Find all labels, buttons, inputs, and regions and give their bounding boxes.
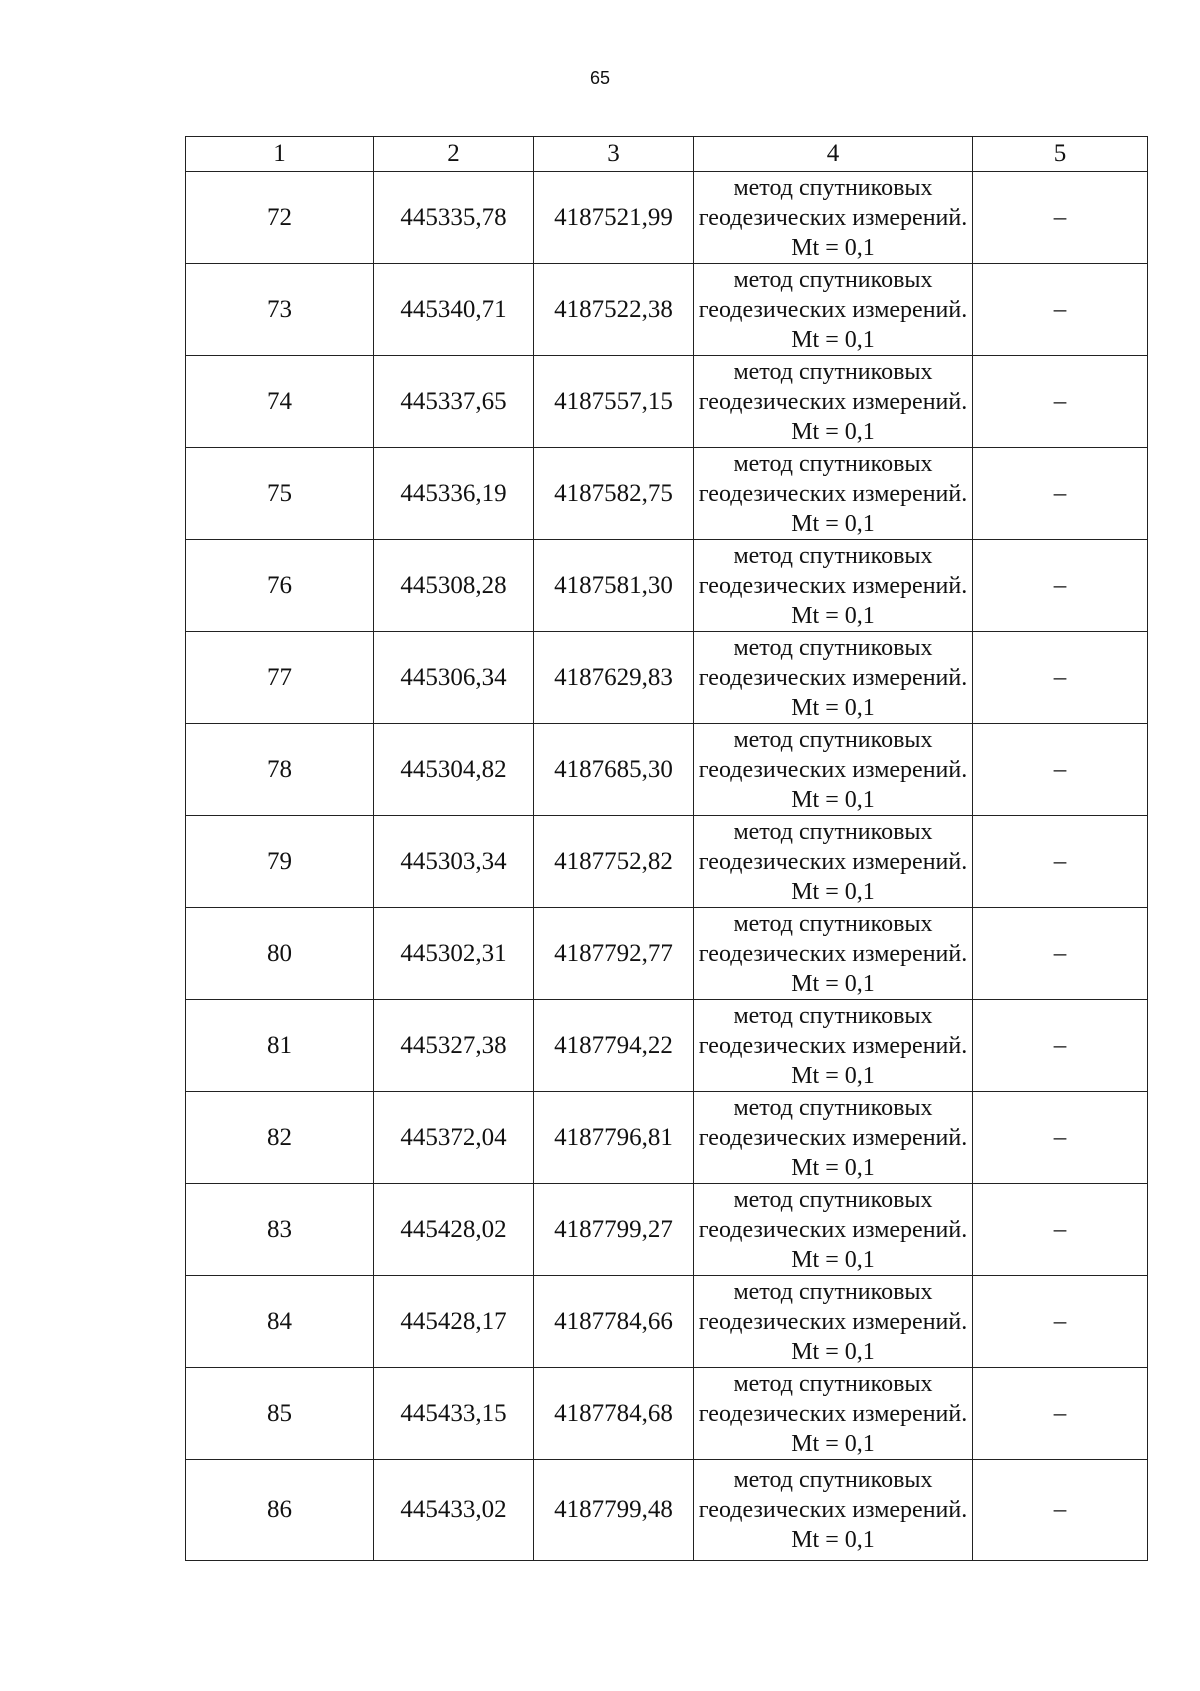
coordinate-y: 4187794,22 <box>534 1000 694 1092</box>
header-row <box>186 137 1148 172</box>
method-description: метод спутниковых геодезических измерений. Mt = 0,1 <box>694 1460 973 1561</box>
coordinate-y: 4187799,27 <box>534 1184 694 1276</box>
column-5-value: – <box>973 540 1148 632</box>
column-5-value: – <box>973 1184 1148 1276</box>
point-number: 81 <box>186 1000 374 1092</box>
method-description: метод спутниковых геодезических измерений. Mt = 0,1 <box>694 632 973 724</box>
column-5-value: – <box>973 1000 1148 1092</box>
point-number: 84 <box>186 1276 374 1368</box>
table-row <box>186 632 1148 724</box>
coordinate-y: 4187629,83 <box>534 632 694 724</box>
column-5-value: – <box>973 908 1148 1000</box>
coordinate-x: 445428,02 <box>374 1184 534 1276</box>
point-number: 85 <box>186 1368 374 1460</box>
column-5-value: – <box>973 632 1148 724</box>
method-description: метод спутниковых геодезических измерений. Mt = 0,1 <box>694 448 973 540</box>
column-5-value: – <box>973 1368 1148 1460</box>
table-row <box>186 1276 1148 1368</box>
column-5-value: – <box>973 264 1148 356</box>
point-number: 76 <box>186 540 374 632</box>
column-5-value: – <box>973 1460 1148 1561</box>
header-col-1: 1 <box>186 137 374 172</box>
coordinate-x: 445372,04 <box>374 1092 534 1184</box>
point-number: 75 <box>186 448 374 540</box>
method-description: метод спутниковых геодезических измерений. Mt = 0,1 <box>694 816 973 908</box>
point-number: 77 <box>186 632 374 724</box>
coordinate-y: 4187582,75 <box>534 448 694 540</box>
coordinate-x: 445302,31 <box>374 908 534 1000</box>
method-description: метод спутниковых геодезических измерений. Mt = 0,1 <box>694 1276 973 1368</box>
table-row <box>186 724 1148 816</box>
method-description: метод спутниковых геодезических измерений. Mt = 0,1 <box>694 724 973 816</box>
coordinate-x: 445303,34 <box>374 816 534 908</box>
table-row <box>186 1184 1148 1276</box>
point-number: 73 <box>186 264 374 356</box>
table-row <box>186 1092 1148 1184</box>
coordinate-y: 4187796,81 <box>534 1092 694 1184</box>
table-row <box>186 172 1148 264</box>
table-row <box>186 448 1148 540</box>
point-number: 79 <box>186 816 374 908</box>
method-description: метод спутниковых геодезических измерений. Mt = 0,1 <box>694 172 973 264</box>
column-5-value: – <box>973 816 1148 908</box>
table-row <box>186 1460 1148 1561</box>
coordinate-x: 445327,38 <box>374 1000 534 1092</box>
table-row <box>186 356 1148 448</box>
coordinate-y: 4187521,99 <box>534 172 694 264</box>
coordinate-x: 445336,19 <box>374 448 534 540</box>
coordinate-y: 4187752,82 <box>534 816 694 908</box>
column-5-value: – <box>973 724 1148 816</box>
coordinate-y: 4187581,30 <box>534 540 694 632</box>
table-row <box>186 1000 1148 1092</box>
coordinate-y: 4187522,38 <box>534 264 694 356</box>
coordinate-x: 445335,78 <box>374 172 534 264</box>
point-number: 80 <box>186 908 374 1000</box>
coordinate-y: 4187792,77 <box>534 908 694 1000</box>
method-description: метод спутниковых геодезических измерений. Mt = 0,1 <box>694 540 973 632</box>
coordinate-y: 4187557,15 <box>534 356 694 448</box>
table-row <box>186 1368 1148 1460</box>
method-description: метод спутниковых геодезических измерений. Mt = 0,1 <box>694 264 973 356</box>
column-5-value: – <box>973 356 1148 448</box>
table-row <box>186 908 1148 1000</box>
coordinate-x: 445337,65 <box>374 356 534 448</box>
coordinate-x: 445304,82 <box>374 724 534 816</box>
header-col-3: 3 <box>534 137 694 172</box>
header-col-5: 5 <box>973 137 1148 172</box>
point-number: 72 <box>186 172 374 264</box>
coordinate-x: 445433,15 <box>374 1368 534 1460</box>
point-number: 74 <box>186 356 374 448</box>
table-row <box>186 540 1148 632</box>
method-description: метод спутниковых геодезических измерений. Mt = 0,1 <box>694 908 973 1000</box>
coordinate-y: 4187685,30 <box>534 724 694 816</box>
method-description: метод спутниковых геодезических измерений. Mt = 0,1 <box>694 1000 973 1092</box>
coordinate-x: 445308,28 <box>374 540 534 632</box>
method-description: метод спутниковых геодезических измерений. Mt = 0,1 <box>694 1184 973 1276</box>
table-row <box>186 264 1148 356</box>
coordinate-y: 4187784,68 <box>534 1368 694 1460</box>
header-col-4: 4 <box>694 137 973 172</box>
column-5-value: – <box>973 448 1148 540</box>
method-description: метод спутниковых геодезических измерений. Mt = 0,1 <box>694 1368 973 1460</box>
coordinate-y: 4187784,66 <box>534 1276 694 1368</box>
coordinate-x: 445306,34 <box>374 632 534 724</box>
page-number: 65 <box>589 68 611 88</box>
column-5-value: – <box>973 1092 1148 1184</box>
header-col-2: 2 <box>374 137 534 172</box>
point-number: 82 <box>186 1092 374 1184</box>
column-5-value: – <box>973 1276 1148 1368</box>
method-description: метод спутниковых геодезических измерений. Mt = 0,1 <box>694 356 973 448</box>
column-5-value: – <box>973 172 1148 264</box>
coordinate-x: 445433,02 <box>374 1460 534 1561</box>
point-number: 86 <box>186 1460 374 1561</box>
table-row <box>186 816 1148 908</box>
point-number: 83 <box>186 1184 374 1276</box>
method-description: метод спутниковых геодезических измерений. Mt = 0,1 <box>694 1092 973 1184</box>
coordinate-x: 445340,71 <box>374 264 534 356</box>
coordinate-y: 4187799,48 <box>534 1460 694 1561</box>
coordinates-table <box>185 136 1148 1561</box>
coordinate-x: 445428,17 <box>374 1276 534 1368</box>
point-number: 78 <box>186 724 374 816</box>
